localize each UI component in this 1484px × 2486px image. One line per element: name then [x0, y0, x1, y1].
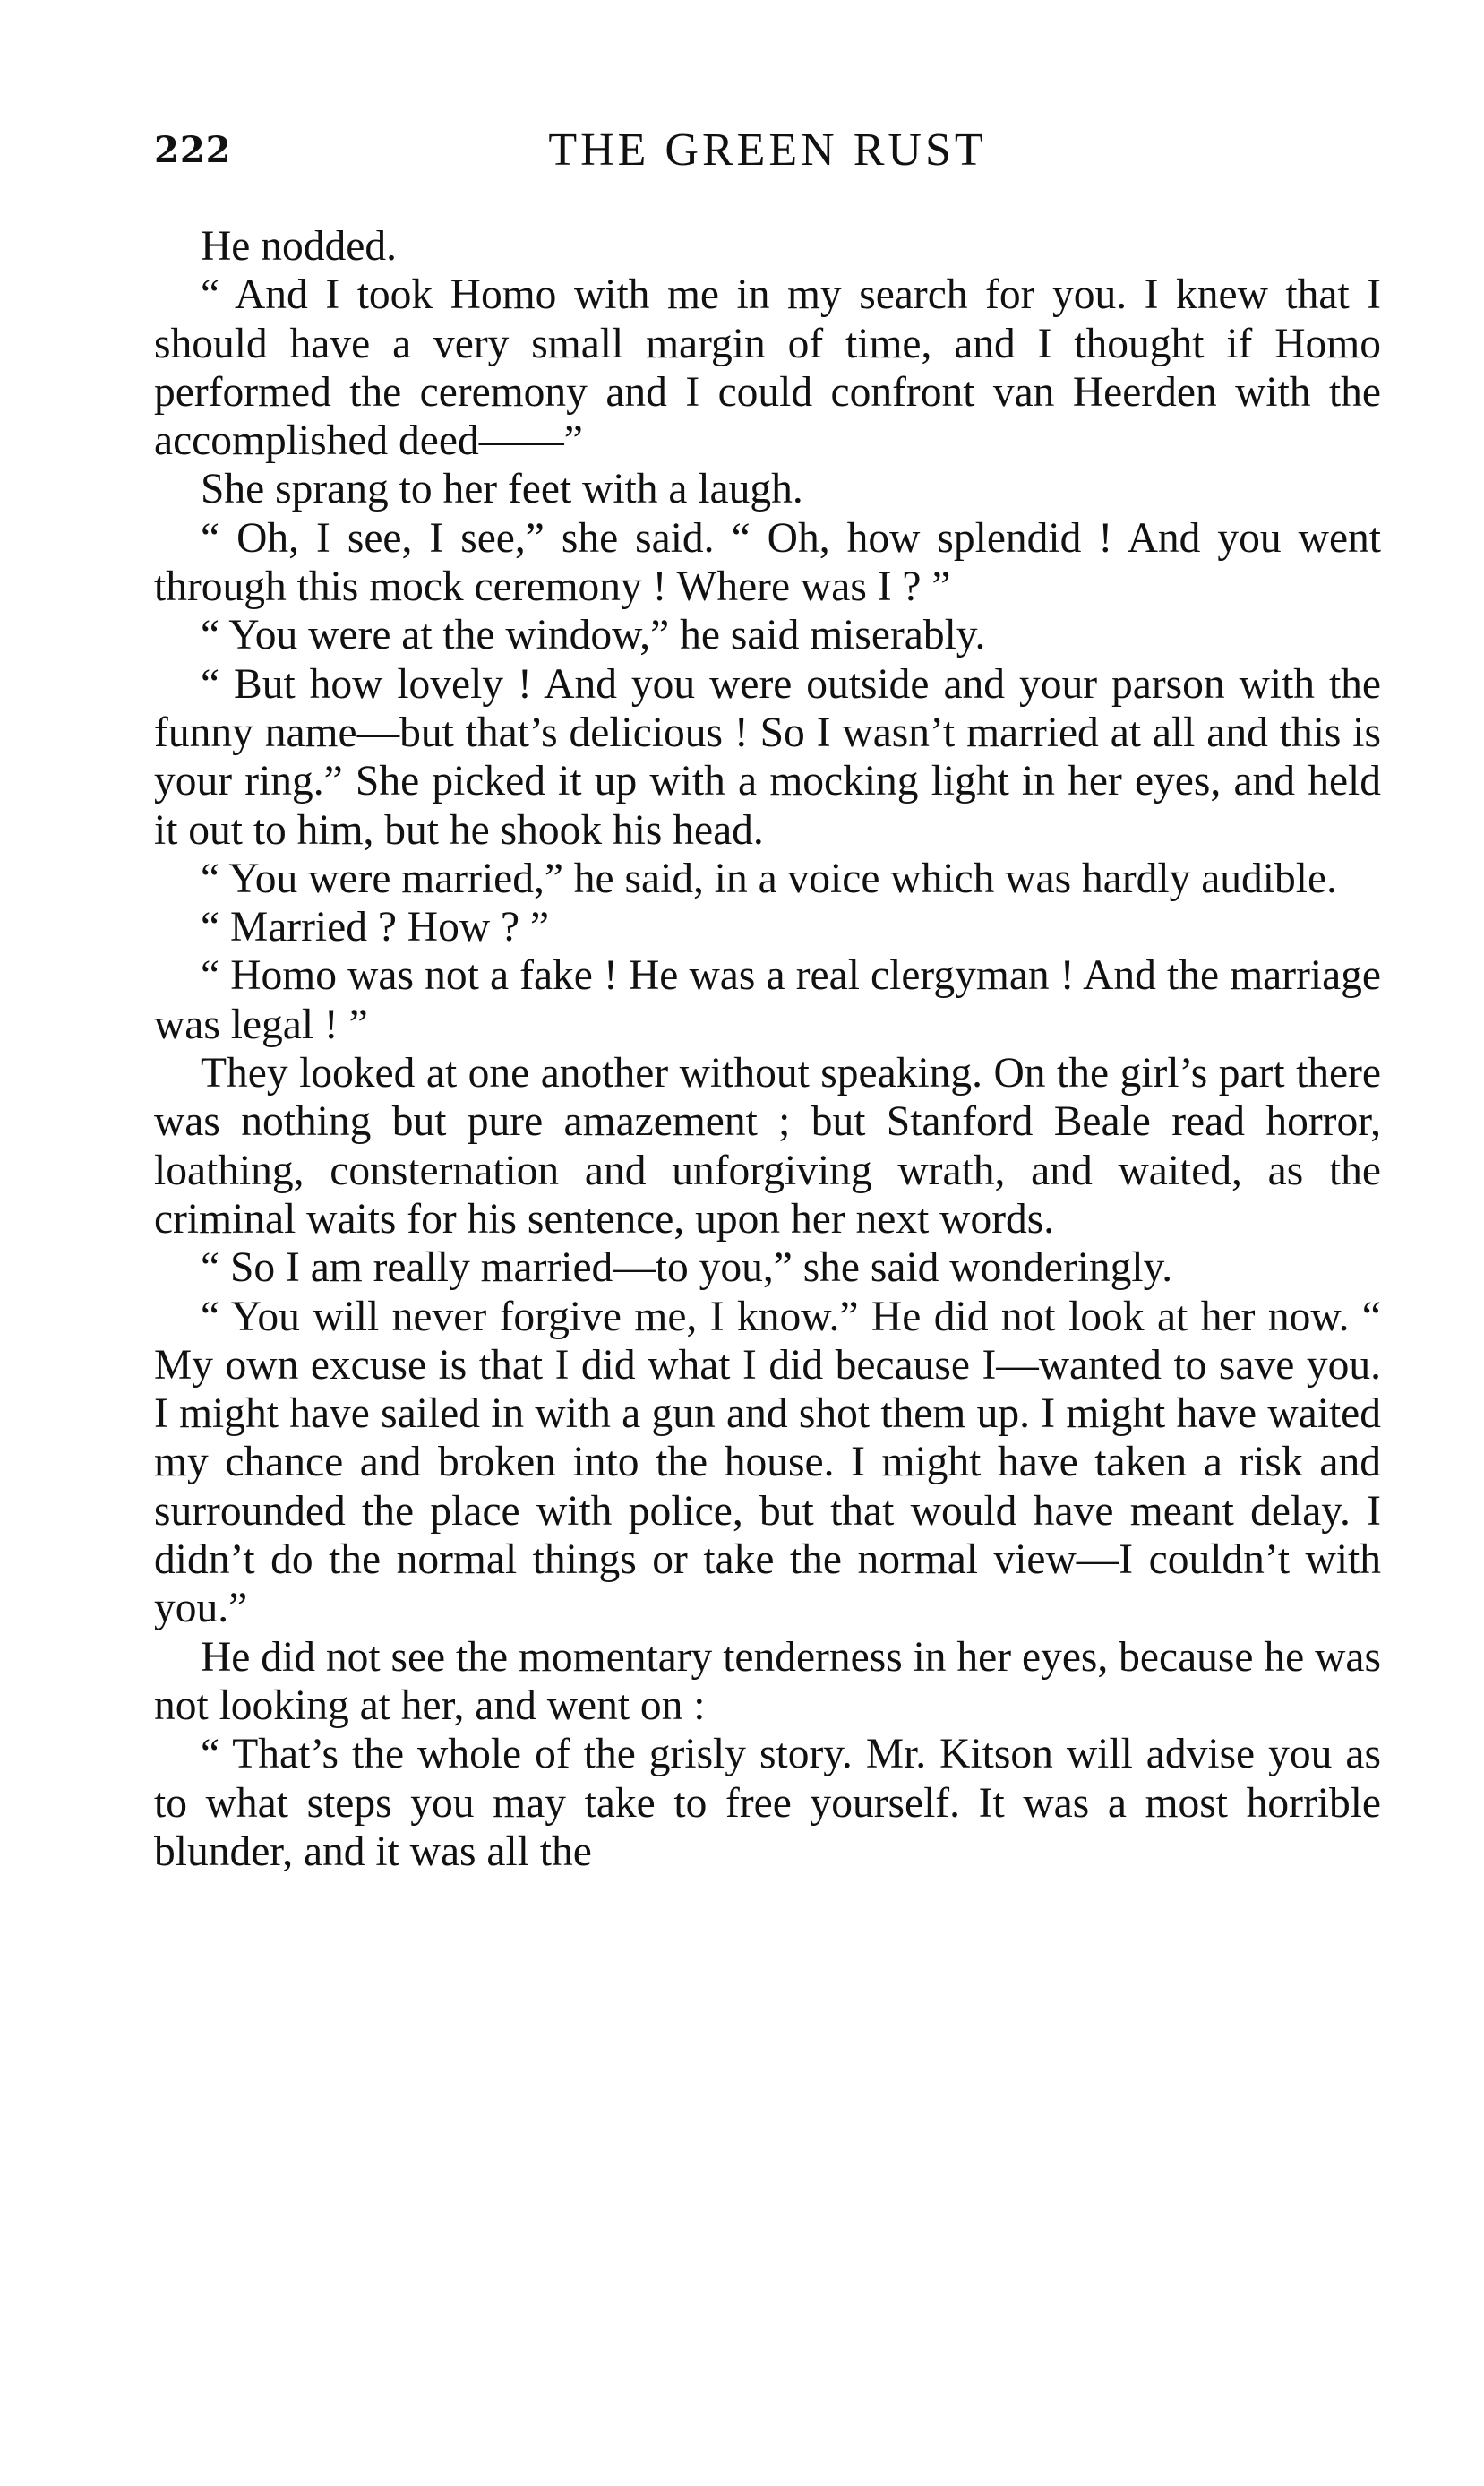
paragraph: “ And I took Homo with me in my search for you. I knew that I should have a very small margin of time, and I thought if Homo performed the ceremony and I could confront van Heerden with the accomplished deed——”: [154, 271, 1381, 465]
paragraph: “ That’s the whole of the grisly story. Mr. Kitson will advise you as to what steps you may take to free yourself. It was a most horrible blunder, and it was all the: [154, 1731, 1381, 1875]
paragraph: “ You were married,” he said, in a voice which was hardly audible.: [201, 855, 1337, 902]
paragraph: “ Homo was not a fake ! He was a real clergyman ! And the marriage was legal ! ”: [154, 952, 1381, 1048]
paragraph: She sprang to her feet with a laugh.: [201, 466, 803, 513]
body-text: [154, 222, 1381, 1876]
paragraph: He nodded.: [201, 223, 397, 270]
page-number: 222: [154, 129, 232, 171]
page-header: [154, 124, 1381, 186]
paragraph: “ Married ? How ? ”: [201, 904, 550, 951]
running-head-title: THE GREEN RUST: [548, 125, 987, 176]
paragraph: “ So I am really married—to you,” she said wonderingly.: [201, 1244, 1173, 1292]
paragraph: “ You were at the window,” he said miserably.: [201, 612, 986, 659]
paragraph: “ You will never forgive me, I know.” He did not look at her now. “ My own excuse is that I did what I did because I—wanted to save you. I might have sailed in with a gun and shot them up. I might have waited my chance and broken into the house. I might have taken a risk and surrounded the place with police, but that would have meant delay. I didn’t do the normal things or take the normal view—I couldn’t with you.”: [154, 1293, 1381, 1632]
paragraph: “ Oh, I see, I see,” she said. “ Oh, how splendid ! And you went through this mock ceremony ! Where was I ? ”: [154, 514, 1381, 611]
paragraph: They looked at one another without speaking. On the girl’s part there was nothing but pure amazement ; but Stanford Beale read horror, loathing, consternation and unforgiving wrath, and waited, as the criminal waits for his sentence, upon her next words.: [154, 1050, 1381, 1243]
paragraph: He did not see the momentary tenderness in her eyes, because he was not looking at her, and went on :: [154, 1633, 1381, 1729]
paragraph: “ But how lovely ! And you were outside and your parson with the funny name—but that’s delicious ! So I wasn’t married at all and this is your ring.” She picked it up with a mocking light in her eyes, and held it out to him, but he shook his head.: [154, 660, 1381, 854]
